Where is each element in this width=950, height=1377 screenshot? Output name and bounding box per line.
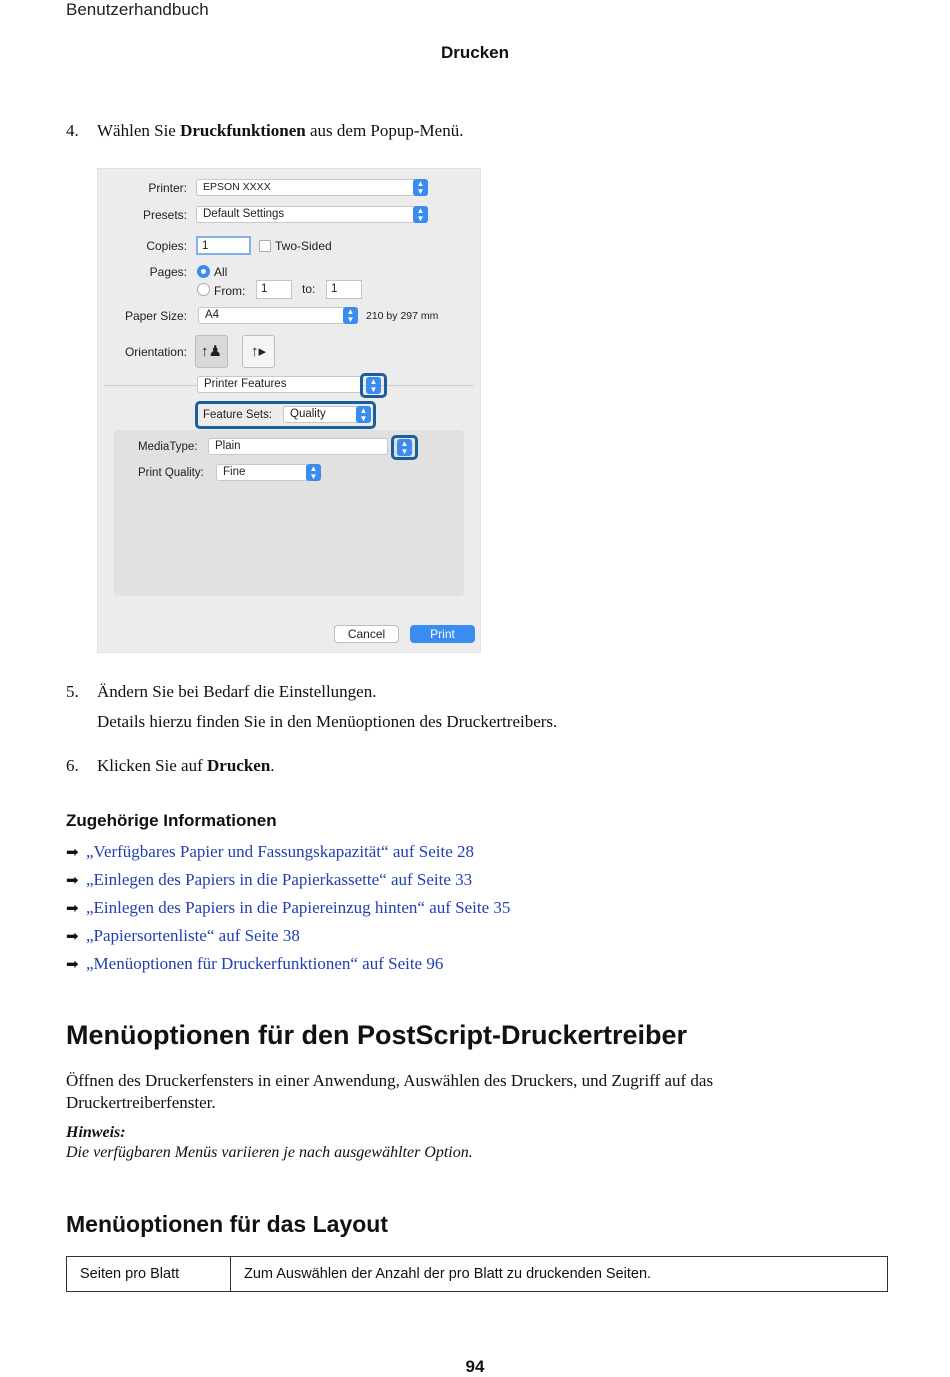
layout-options-table [66, 1256, 888, 1292]
pages-from-field[interactable]: 1 [256, 280, 292, 299]
related-link-item [66, 924, 510, 952]
right-arrow-icon: ➡ [66, 843, 79, 861]
pages-label: Pages: [149, 265, 187, 279]
print-quality-label: Print Quality: [138, 467, 204, 479]
table-cell-option: Seiten pro Blatt [67, 1257, 231, 1292]
step-text-bold: Drucken [207, 756, 271, 775]
related-link-item [66, 952, 510, 980]
print-quality-popup[interactable]: Fine [216, 464, 321, 481]
media-type-label: MediaType: [138, 441, 198, 453]
paper-size-popup[interactable]: A4 [198, 307, 358, 324]
pages-from-radio[interactable] [197, 283, 210, 296]
layout-section-title: Menüoptionen für das Layout [66, 1211, 388, 1237]
section-header: Drucken [440, 43, 510, 62]
related-link-item [66, 868, 510, 896]
presets-popup[interactable]: Default Settings [196, 206, 428, 223]
related-link[interactable]: „Menüoptionen für Druckerfunktionen“ auf Seite 96 [86, 954, 444, 973]
step-text-pre: Klicken Sie auf [97, 756, 207, 775]
related-link[interactable]: „Einlegen des Papiers in die Papiereinzug hinten“ auf Seite 35 [86, 898, 511, 917]
related-link-item [66, 896, 510, 924]
feature-sets-label: Feature Sets: [203, 409, 273, 421]
pages-to-label: to: [302, 282, 316, 296]
media-type-popup[interactable]: Plain [208, 438, 388, 455]
step-number: 6. [66, 756, 79, 775]
step-text-bold: Druckfunktionen [180, 121, 306, 140]
up-down-chevron-icon[interactable]: ▲ ▼ [343, 307, 358, 324]
related-links-list [66, 840, 510, 980]
portrait-orientation-icon[interactable]: ↑♟ [195, 335, 228, 368]
related-link[interactable]: „Einlegen des Papiers in die Papierkassette“ auf Seite 33 [86, 870, 473, 889]
step-text-post: . [270, 756, 275, 775]
pages-from-label: From: [214, 284, 246, 298]
step-text-post: aus dem Popup-Menü. [305, 121, 464, 140]
print-dialog-screenshot [97, 168, 481, 653]
page-number: 94 [465, 1357, 485, 1376]
step-6 [66, 755, 275, 777]
feature-sets-popup[interactable]: Quality [283, 406, 371, 423]
step-number: 4. [66, 121, 79, 140]
related-link[interactable]: „Verfügbares Papier und Fassungskapazität“ auf Seite 28 [86, 842, 475, 861]
step-5 [66, 681, 376, 703]
printer-popup[interactable]: EPSON XXXX [196, 179, 428, 196]
up-down-chevron-icon[interactable]: ▲ ▼ [366, 377, 381, 394]
pages-all-label: All [214, 265, 228, 279]
postscript-section-title: Menüoptionen für den PostScript-Druckertreiber [66, 1020, 688, 1050]
print-button[interactable]: Print [410, 625, 475, 643]
postscript-intro: Öffnen des Druckerfensters in einer Anwendung, Auswählen des Druckers, und Zugriff auf das Druckertreiberfenster. [66, 1071, 714, 1112]
table-cell-description: Zum Auswählen der Anzahl der pro Blatt zu druckenden Seiten. [231, 1257, 888, 1292]
step-text: Ändern Sie bei Bedarf die Einstellungen. [97, 682, 377, 701]
right-arrow-icon: ➡ [66, 927, 79, 945]
related-info-heading: Zugehörige Informationen [66, 811, 277, 830]
up-down-chevron-icon[interactable]: ▲ ▼ [356, 406, 371, 423]
step-4 [66, 120, 463, 142]
running-header: Benutzerhandbuch [66, 0, 209, 19]
right-arrow-icon: ➡ [66, 955, 79, 973]
table-row [67, 1257, 888, 1292]
up-down-chevron-icon[interactable]: ▲ ▼ [397, 439, 412, 456]
paper-size-label: Paper Size: [124, 309, 187, 323]
copies-label: Copies: [146, 239, 187, 253]
up-down-chevron-icon[interactable]: ▲ ▼ [413, 179, 428, 196]
up-down-chevron-icon[interactable]: ▲ ▼ [306, 464, 321, 481]
note-text: Die verfügbaren Menüs variieren je nach ausgewählter Option. [66, 1144, 473, 1161]
printer-label: Printer: [148, 181, 187, 195]
right-arrow-icon: ➡ [66, 871, 79, 889]
cancel-button[interactable]: Cancel [334, 625, 399, 643]
step-text-pre: Wählen Sie [97, 121, 181, 140]
copies-field[interactable]: 1 [196, 236, 251, 255]
up-down-chevron-icon[interactable]: ▲ ▼ [413, 206, 428, 223]
step-5-detail: Details hierzu finden Sie in den Menüoptionen des Druckertreibers. [97, 712, 558, 731]
paper-size-dimensions: 210 by 297 mm [366, 310, 439, 322]
landscape-orientation-icon[interactable]: ↑▸ [242, 335, 275, 368]
orientation-label: Orientation: [124, 345, 187, 359]
presets-label: Presets: [142, 208, 187, 222]
section-popup[interactable]: Printer Features [197, 376, 362, 393]
pages-all-radio[interactable] [197, 265, 210, 278]
step-number: 5. [66, 682, 79, 701]
related-link[interactable]: „Papiersortenliste“ auf Seite 38 [86, 926, 300, 945]
pages-to-field[interactable]: 1 [326, 280, 362, 299]
two-sided-label: Two-Sided [275, 239, 332, 253]
related-link-item [66, 840, 510, 868]
right-arrow-icon: ➡ [66, 899, 79, 917]
two-sided-checkbox[interactable] [259, 240, 271, 252]
note-title: Hinweis: [66, 1124, 126, 1141]
